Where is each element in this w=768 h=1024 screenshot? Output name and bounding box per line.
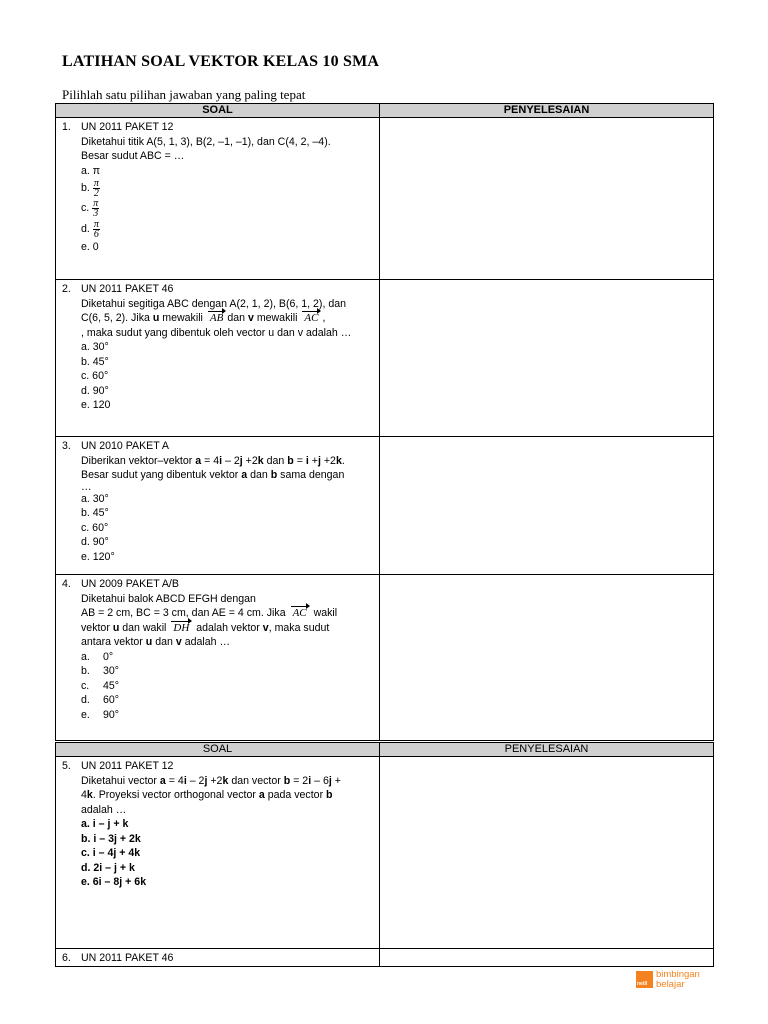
question-text: Besar sudut yang dibentuk vektor a dan b sama dengan <box>81 469 345 481</box>
question-cell-6 <box>56 949 380 967</box>
question-number: 3. <box>62 440 71 452</box>
question-text: Besar sudut ABC = … <box>81 150 185 162</box>
question-text: 4k. Proyeksi vector orthogonal vector a pada vector b <box>81 789 333 801</box>
vector-ac: AC <box>304 312 319 324</box>
question-table-2 <box>55 742 714 967</box>
option-e: e. 6i – 8j + 6k <box>81 876 147 888</box>
option-d: d. 90° <box>81 536 109 548</box>
question-text: antara vektor u dan v adalah … <box>81 636 231 648</box>
question-text: … <box>81 480 92 493</box>
option-d: d. 60° <box>81 694 120 706</box>
option-a: a. π <box>81 164 101 177</box>
table-row <box>56 757 714 949</box>
option-c: c. i – 4j + 4k <box>81 847 141 859</box>
question-source: UN 2011 PAKET 46 <box>81 283 174 295</box>
logo-text: bimbingan belajar <box>656 969 700 990</box>
answer-cell-6 <box>380 949 714 967</box>
table-row <box>56 575 714 741</box>
option-a: a. 0° <box>81 650 114 663</box>
instruction-text: Pilihlah satu pilihan jawaban yang paling tepat <box>62 87 306 102</box>
answer-cell-5 <box>380 757 714 949</box>
option-e: e. 120° <box>81 550 115 563</box>
question-text: Diketahui vector a = 4i – 2j +2k dan vector b = 2i – 6j + <box>81 774 341 787</box>
option-b: b. 30° <box>81 665 120 677</box>
option-e: e. 120 <box>81 399 111 411</box>
question-number: 6. <box>62 952 71 964</box>
header-penyelesaian: PENYELESAIAN <box>380 743 714 757</box>
question-source: UN 2011 PAKET 12 <box>81 760 174 772</box>
answer-cell-1 <box>380 118 714 280</box>
option-e: e. 90° <box>81 708 120 721</box>
option-d: d. 90° <box>81 384 109 397</box>
answer-cell-4 <box>380 575 714 741</box>
table-row <box>56 118 714 280</box>
header-soal: SOAL <box>56 743 380 757</box>
answer-cell-2 <box>380 280 714 437</box>
question-cell-2 <box>56 280 380 437</box>
question-source: UN 2011 PAKET 46 <box>81 952 174 964</box>
question-cell-4 <box>56 575 380 741</box>
question-cell-1 <box>56 118 380 280</box>
question-source: UN 2011 PAKET 12 <box>81 121 174 133</box>
table-header-row <box>56 743 714 757</box>
option-b: b. 45° <box>81 507 109 519</box>
question-text: Diketahui segitiga ABC dengan A(2, 1, 2), B(6, 1, 2), dan <box>81 297 347 310</box>
option-b: b. i – 3j + 2k <box>81 832 141 845</box>
question-number: 2. <box>62 283 71 295</box>
question-text: AB = 2 cm, BC = 3 cm, dan AE = 4 cm. Jika AC wakil <box>81 607 338 619</box>
option-b: b. $\frac{\pi}{2}$ <box>81 177 99 199</box>
table-header-row <box>56 104 714 118</box>
option-c: c. 45° <box>81 679 120 692</box>
page-title: LATIHAN SOAL VEKTOR KELAS 10 SMA <box>62 53 380 70</box>
fraction: $\frac{\pi}{2}$ <box>93 177 99 199</box>
header-soal: SOAL <box>56 104 380 118</box>
option-e: e. 0 <box>81 241 99 253</box>
question-text: adalah … <box>81 803 127 816</box>
question-table-1 <box>55 103 714 741</box>
option-c: c. $\frac{\pi}{3}$ <box>81 197 99 219</box>
fraction: $\frac{\pi}{6}$ <box>93 218 99 240</box>
option-a: a. i – j + k <box>81 818 129 830</box>
table-row <box>56 437 714 575</box>
option-c: c. 60° <box>81 521 109 534</box>
question-text: Diketahui balok ABCD EFGH dengan <box>81 592 256 605</box>
question-number: 1. <box>62 121 71 133</box>
vector-ab: AB <box>209 312 224 324</box>
table-row <box>56 949 714 967</box>
header-penyelesaian: PENYELESAIAN <box>380 104 714 118</box>
option-a: a. 30° <box>81 492 109 505</box>
option-c: c. 60° <box>81 370 109 382</box>
vector-dh: DH <box>173 621 190 634</box>
logo-mark-icon: netll <box>636 971 653 988</box>
question-text: Diketahui titik A(5, 1, 3), B(2, –1, –1), dan C(4, 2, –4). <box>81 135 331 148</box>
question-number: 4. <box>62 578 71 590</box>
question-source: UN 2010 PAKET A <box>81 440 169 452</box>
answer-cell-3 <box>380 437 714 575</box>
question-number: 5. <box>62 760 71 772</box>
option-a: a. 30° <box>81 341 109 353</box>
question-source: UN 2009 PAKET A/B <box>81 578 179 590</box>
option-d: d. 2i – j + k <box>81 861 135 874</box>
vector-ac: AC <box>292 607 307 619</box>
question-cell-5 <box>56 757 380 949</box>
option-b: b. 45° <box>81 355 109 368</box>
table-row <box>56 280 714 437</box>
question-text: C(6, 5, 2). Jika u mewakili AB dan v mewakili AC , <box>81 312 326 324</box>
question-cell-3 <box>56 437 380 575</box>
question-text: , maka sudut yang dibentuk oleh vector u dan v adalah … <box>81 326 352 339</box>
question-text: vektor u dan wakil DH adalah vektor v, maka sudut <box>81 621 330 634</box>
option-d: d. $\frac{\pi}{6}$ <box>81 218 99 240</box>
fraction: $\frac{\pi}{3}$ <box>93 197 99 219</box>
question-text: Diberikan vektor–vektor a = 4i – 2j +2k dan b = i +j +2k. <box>81 454 345 467</box>
